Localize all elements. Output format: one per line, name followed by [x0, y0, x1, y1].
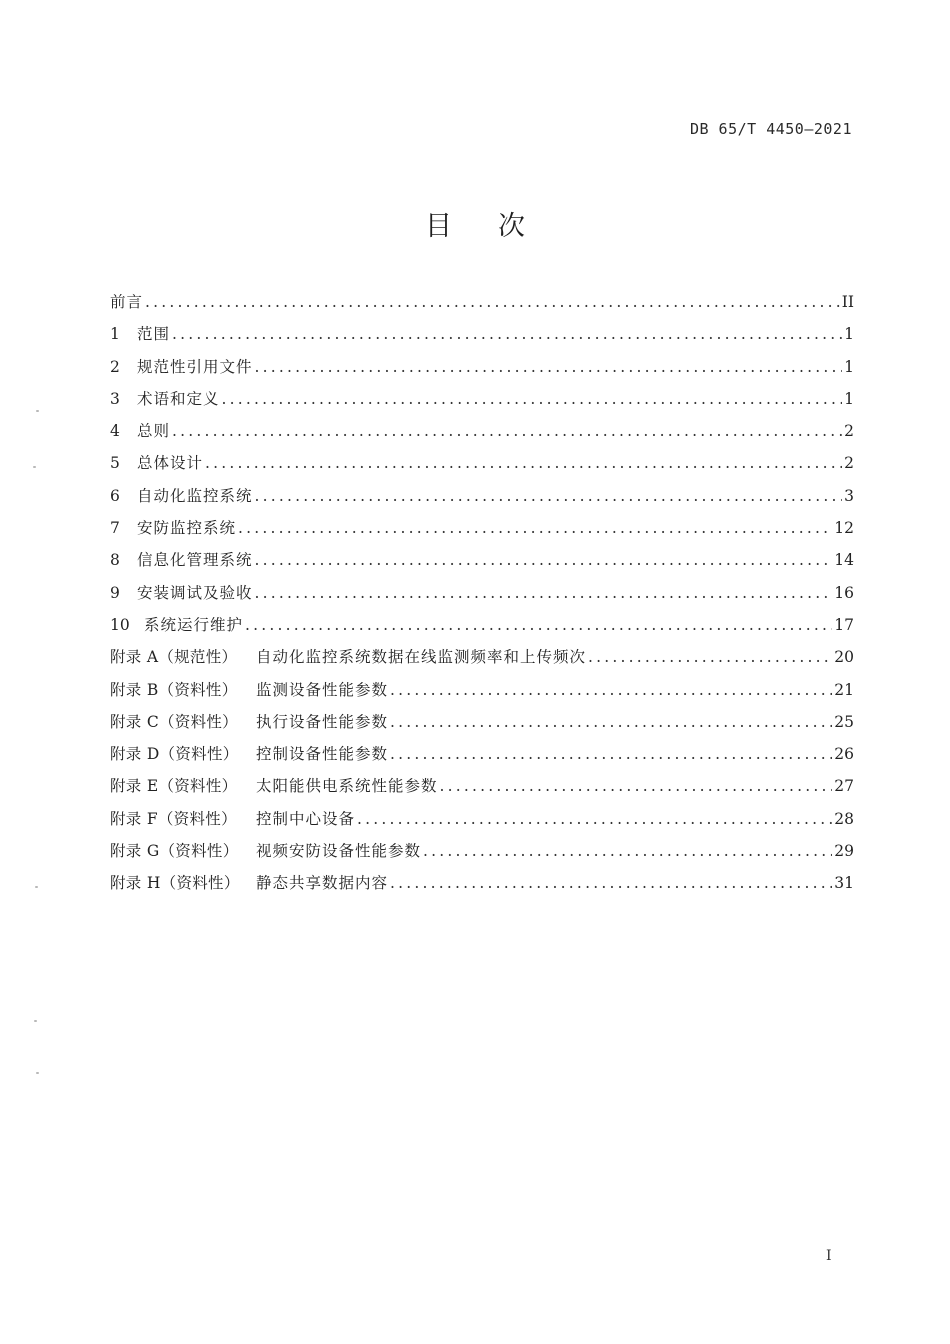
toc-entry-text: 前言: [110, 293, 144, 311]
toc-appendix-label: 附录 B（资料性）: [110, 680, 238, 699]
toc-page-number: 1: [844, 325, 854, 344]
toc-entry-text: 总则: [137, 422, 171, 441]
toc-page-number: 14: [834, 551, 854, 570]
toc-entry-text: 视频安防设备性能参数: [256, 842, 422, 861]
toc-leader-dots: [245, 615, 832, 635]
toc-leader-dots: [588, 647, 832, 667]
toc-entry-1[interactable]: [110, 324, 854, 356]
toc-entry-5[interactable]: [110, 453, 854, 485]
toc-leader-dots: [255, 486, 842, 506]
toc-appendix-label: 附录 F（资料性）: [110, 809, 237, 828]
toc-entry-2[interactable]: [110, 357, 854, 389]
toc-entry-number: 7: [110, 519, 120, 538]
toc-appendix-label: 附录 A（规范性）: [110, 648, 238, 667]
toc-page-number: 3: [844, 486, 854, 505]
toc-leader-dots: [172, 324, 842, 344]
toc-appendix-d[interactable]: [110, 744, 854, 776]
toc-page-number: 20: [834, 648, 854, 667]
toc-appendix-e[interactable]: [110, 776, 854, 808]
toc-entry-number: 8: [110, 551, 120, 570]
toc-page-number: 28: [834, 809, 854, 828]
toc-entry-text: 控制设备性能参数: [256, 745, 389, 764]
toc-page-number: 16: [834, 583, 854, 602]
toc-entry-number: 4: [110, 422, 120, 441]
toc-appendix-label: 附录 D（资料性）: [110, 745, 239, 764]
toc-entry-text: 术语和定义: [137, 389, 220, 408]
toc-leader-dots: [172, 421, 842, 441]
toc-entry-text: 范围: [137, 325, 171, 344]
toc-entry-4[interactable]: [110, 421, 854, 453]
toc-entry-text: 系统运行维护: [144, 615, 244, 634]
scan-speck: [36, 410, 39, 412]
toc-leader-dots: [390, 873, 832, 893]
toc-page-number: II: [841, 293, 854, 311]
toc-entry-text: 静态共享数据内容: [256, 874, 389, 893]
toc-leader-dots: [205, 453, 842, 473]
toc-appendix-f[interactable]: [110, 809, 854, 841]
page-number: I: [826, 1248, 832, 1264]
toc-page-number: 17: [834, 615, 854, 634]
toc-appendix-h[interactable]: [110, 873, 854, 905]
toc-page-number: 1: [844, 389, 854, 408]
toc-entry-10[interactable]: [110, 615, 854, 647]
toc-entry-text: 信息化管理系统: [137, 551, 253, 570]
toc-entry-text: 安防监控系统: [137, 519, 237, 538]
toc-page-number: 29: [834, 842, 854, 861]
toc-leader-dots: [440, 776, 833, 796]
toc-entry-preface[interactable]: [110, 292, 854, 324]
toc-appendix-g[interactable]: [110, 841, 854, 873]
toc-entry-text: 自动化监控系统: [137, 486, 253, 505]
toc-entry-3[interactable]: [110, 389, 854, 421]
toc-entry-6[interactable]: [110, 486, 854, 518]
toc-leader-dots: [145, 292, 840, 312]
toc-page-number: 27: [834, 777, 854, 796]
toc-entry-7[interactable]: [110, 518, 854, 550]
toc-page-number: 2: [844, 422, 854, 441]
toc-entry-text: 控制中心设备: [256, 809, 356, 828]
toc-leader-dots: [255, 357, 842, 377]
scan-speck: [34, 1020, 37, 1022]
toc-entry-text: 规范性引用文件: [137, 357, 253, 376]
toc-entry-number: 2: [110, 357, 120, 376]
toc-entry-text: 太阳能供电系统性能参数: [256, 777, 438, 796]
toc-leader-dots: [255, 550, 833, 570]
toc-entry-number: 1: [110, 325, 120, 344]
toc-page-number: 26: [834, 745, 854, 764]
toc-leader-dots: [255, 583, 833, 603]
toc-appendix-label: 附录 G（资料性）: [110, 842, 239, 861]
toc-leader-dots: [390, 680, 832, 700]
toc-entry-number: 5: [110, 454, 120, 473]
toc-entry-number: 6: [110, 486, 120, 505]
toc-entry-number: 10: [110, 615, 130, 634]
toc-appendix-label: 附录 H（资料性）: [110, 874, 240, 893]
toc-page-number: 31: [834, 874, 854, 893]
toc-leader-dots: [423, 841, 832, 861]
toc-appendix-b[interactable]: [110, 680, 854, 712]
toc-entry-text: 监测设备性能参数: [256, 680, 389, 699]
toc-page-number: 12: [834, 519, 854, 538]
toc-page-number: 2: [844, 454, 854, 473]
toc-leader-dots: [222, 389, 842, 409]
scan-speck: [36, 1072, 39, 1074]
toc-entry-8[interactable]: [110, 550, 854, 582]
toc-entry-text: 安装调试及验收: [137, 583, 253, 602]
toc-appendix-a[interactable]: [110, 647, 854, 679]
toc-appendix-label: 附录 C（资料性）: [110, 712, 238, 731]
toc-entry-9[interactable]: [110, 583, 854, 615]
table-of-contents: [110, 292, 854, 906]
toc-page-number: 25: [834, 712, 854, 731]
toc-page-number: 21: [834, 680, 854, 699]
toc-entry-text: 自动化监控系统数据在线监测频率和上传频次: [256, 648, 587, 667]
scan-speck: [33, 466, 36, 468]
toc-page-number: 1: [844, 357, 854, 376]
document-number: DB 65/T 4450—2021: [689, 120, 852, 138]
toc-entry-text: 总体设计: [137, 454, 204, 473]
toc-leader-dots: [390, 712, 832, 732]
scan-speck: [35, 886, 38, 888]
toc-entry-text: 执行设备性能参数: [256, 712, 389, 731]
page-title: 目次: [425, 211, 571, 242]
toc-entry-number: 9: [110, 583, 120, 602]
toc-appendix-label: 附录 E（资料性）: [110, 777, 238, 796]
toc-leader-dots: [357, 809, 832, 829]
toc-entry-number: 3: [110, 389, 120, 408]
toc-leader-dots: [390, 744, 832, 764]
toc-leader-dots: [238, 518, 832, 538]
toc-appendix-c[interactable]: [110, 712, 854, 744]
